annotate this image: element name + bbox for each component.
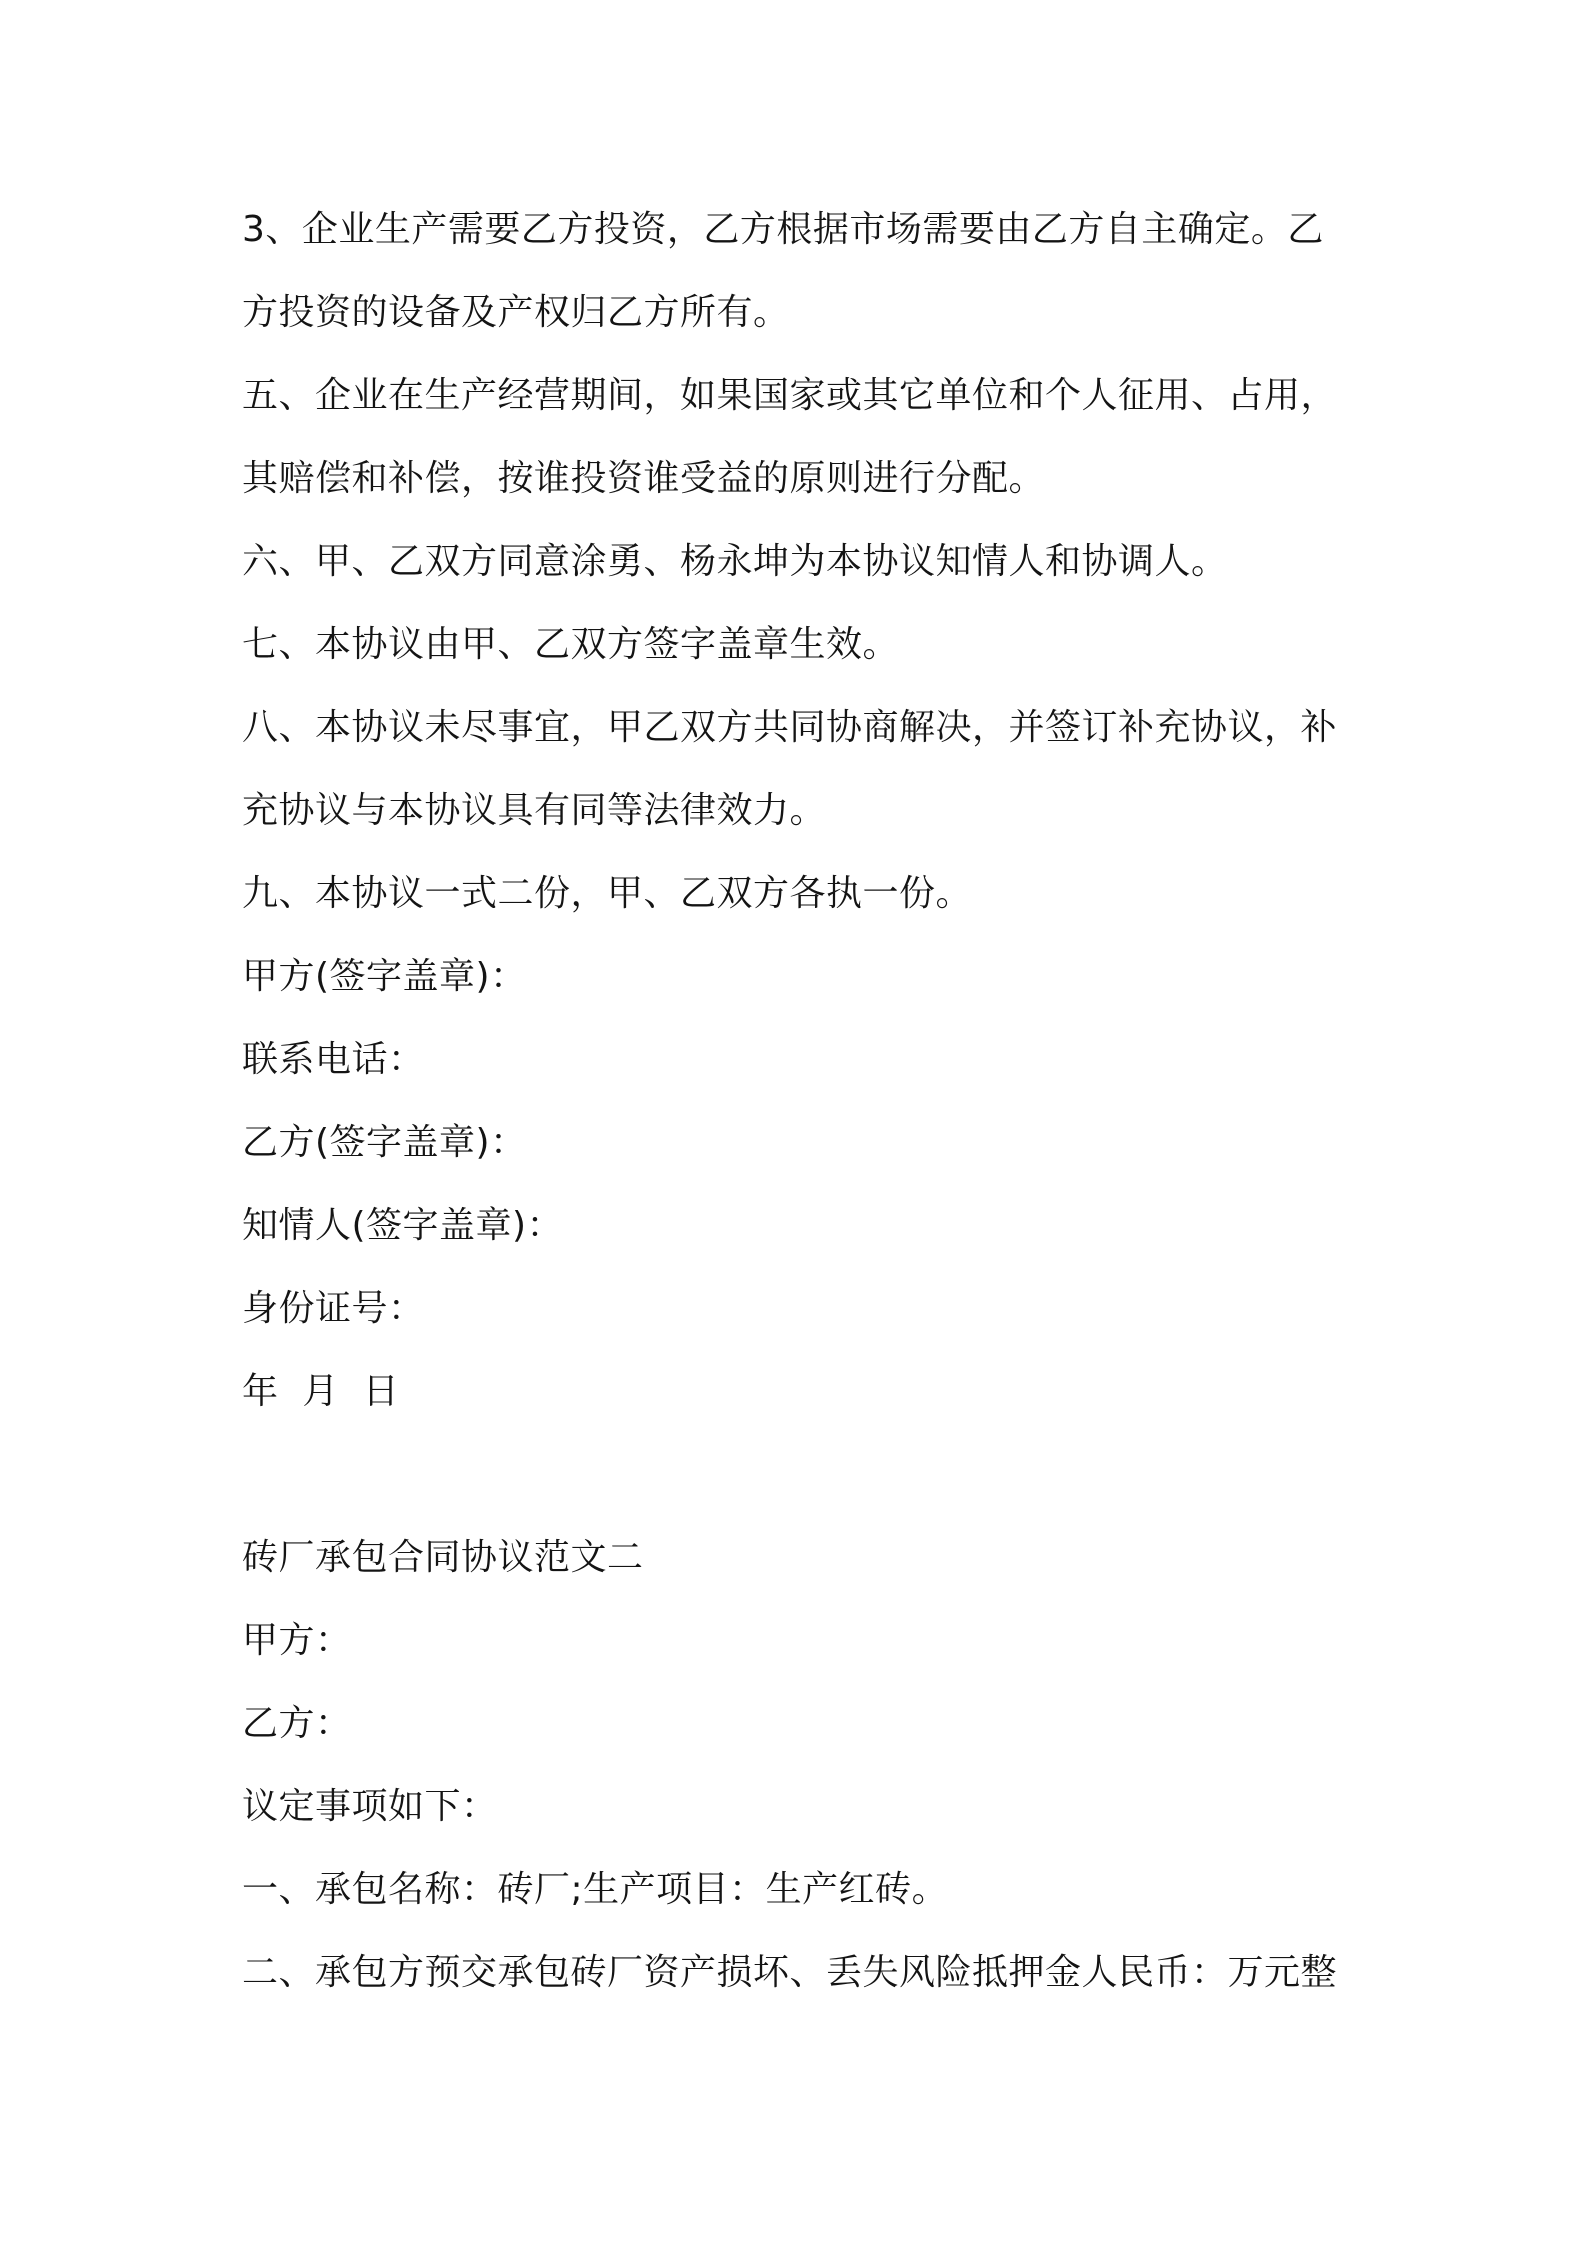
party-b-signature: 乙方(签字盖章)： <box>242 1122 527 1163</box>
agreed-items-heading: 议定事项如下： <box>242 1786 498 1827</box>
clause-5-line-2: 其赔偿和补偿，按谁投资谁受益的原则进行分配。 <box>242 458 1046 499</box>
section-title: 砖厂承包合同协议范文二 <box>242 1537 644 1578</box>
clause-9: 九、本协议一式二份，甲、乙双方各执一份。 <box>242 873 973 914</box>
clause-3-line-1: 3、企业生产需要乙方投资，乙方根据市场需要由乙方自主确定。乙 <box>242 209 1324 250</box>
party-b-label: 乙方： <box>242 1703 352 1744</box>
clause-6: 六、甲、乙双方同意涂勇、杨永坤为本协议知情人和协调人。 <box>242 541 1228 582</box>
clause-8-line-1: 八、本协议未尽事宜，甲乙双方共同协商解决，并签订补充协议，补 <box>242 707 1338 748</box>
contact-phone: 联系电话： <box>242 1039 425 1080</box>
item-1: 一、承包名称：砖厂;生产项目：生产红砖。 <box>242 1869 949 1910</box>
id-number: 身份证号： <box>242 1288 425 1329</box>
clause-3-line-2: 方投资的设备及产权归乙方所有。 <box>242 292 790 333</box>
witness-signature: 知情人(签字盖章)： <box>242 1205 564 1246</box>
clause-8-line-2: 充协议与本协议具有同等法律效力。 <box>242 790 827 831</box>
party-a-signature: 甲方(签字盖章)： <box>242 956 527 997</box>
clause-7: 七、本协议由甲、乙双方签字盖章生效。 <box>242 624 900 665</box>
item-2: 二、承包方预交承包砖厂资产损坏、丢失风险抵押金人民币：万元整 <box>242 1952 1338 1993</box>
party-a-label: 甲方： <box>242 1620 352 1661</box>
clause-5-line-1: 五、企业在生产经营期间，如果国家或其它单位和个人征用、占用， <box>242 375 1338 416</box>
date-line: 年 月 日 <box>242 1371 400 1412</box>
